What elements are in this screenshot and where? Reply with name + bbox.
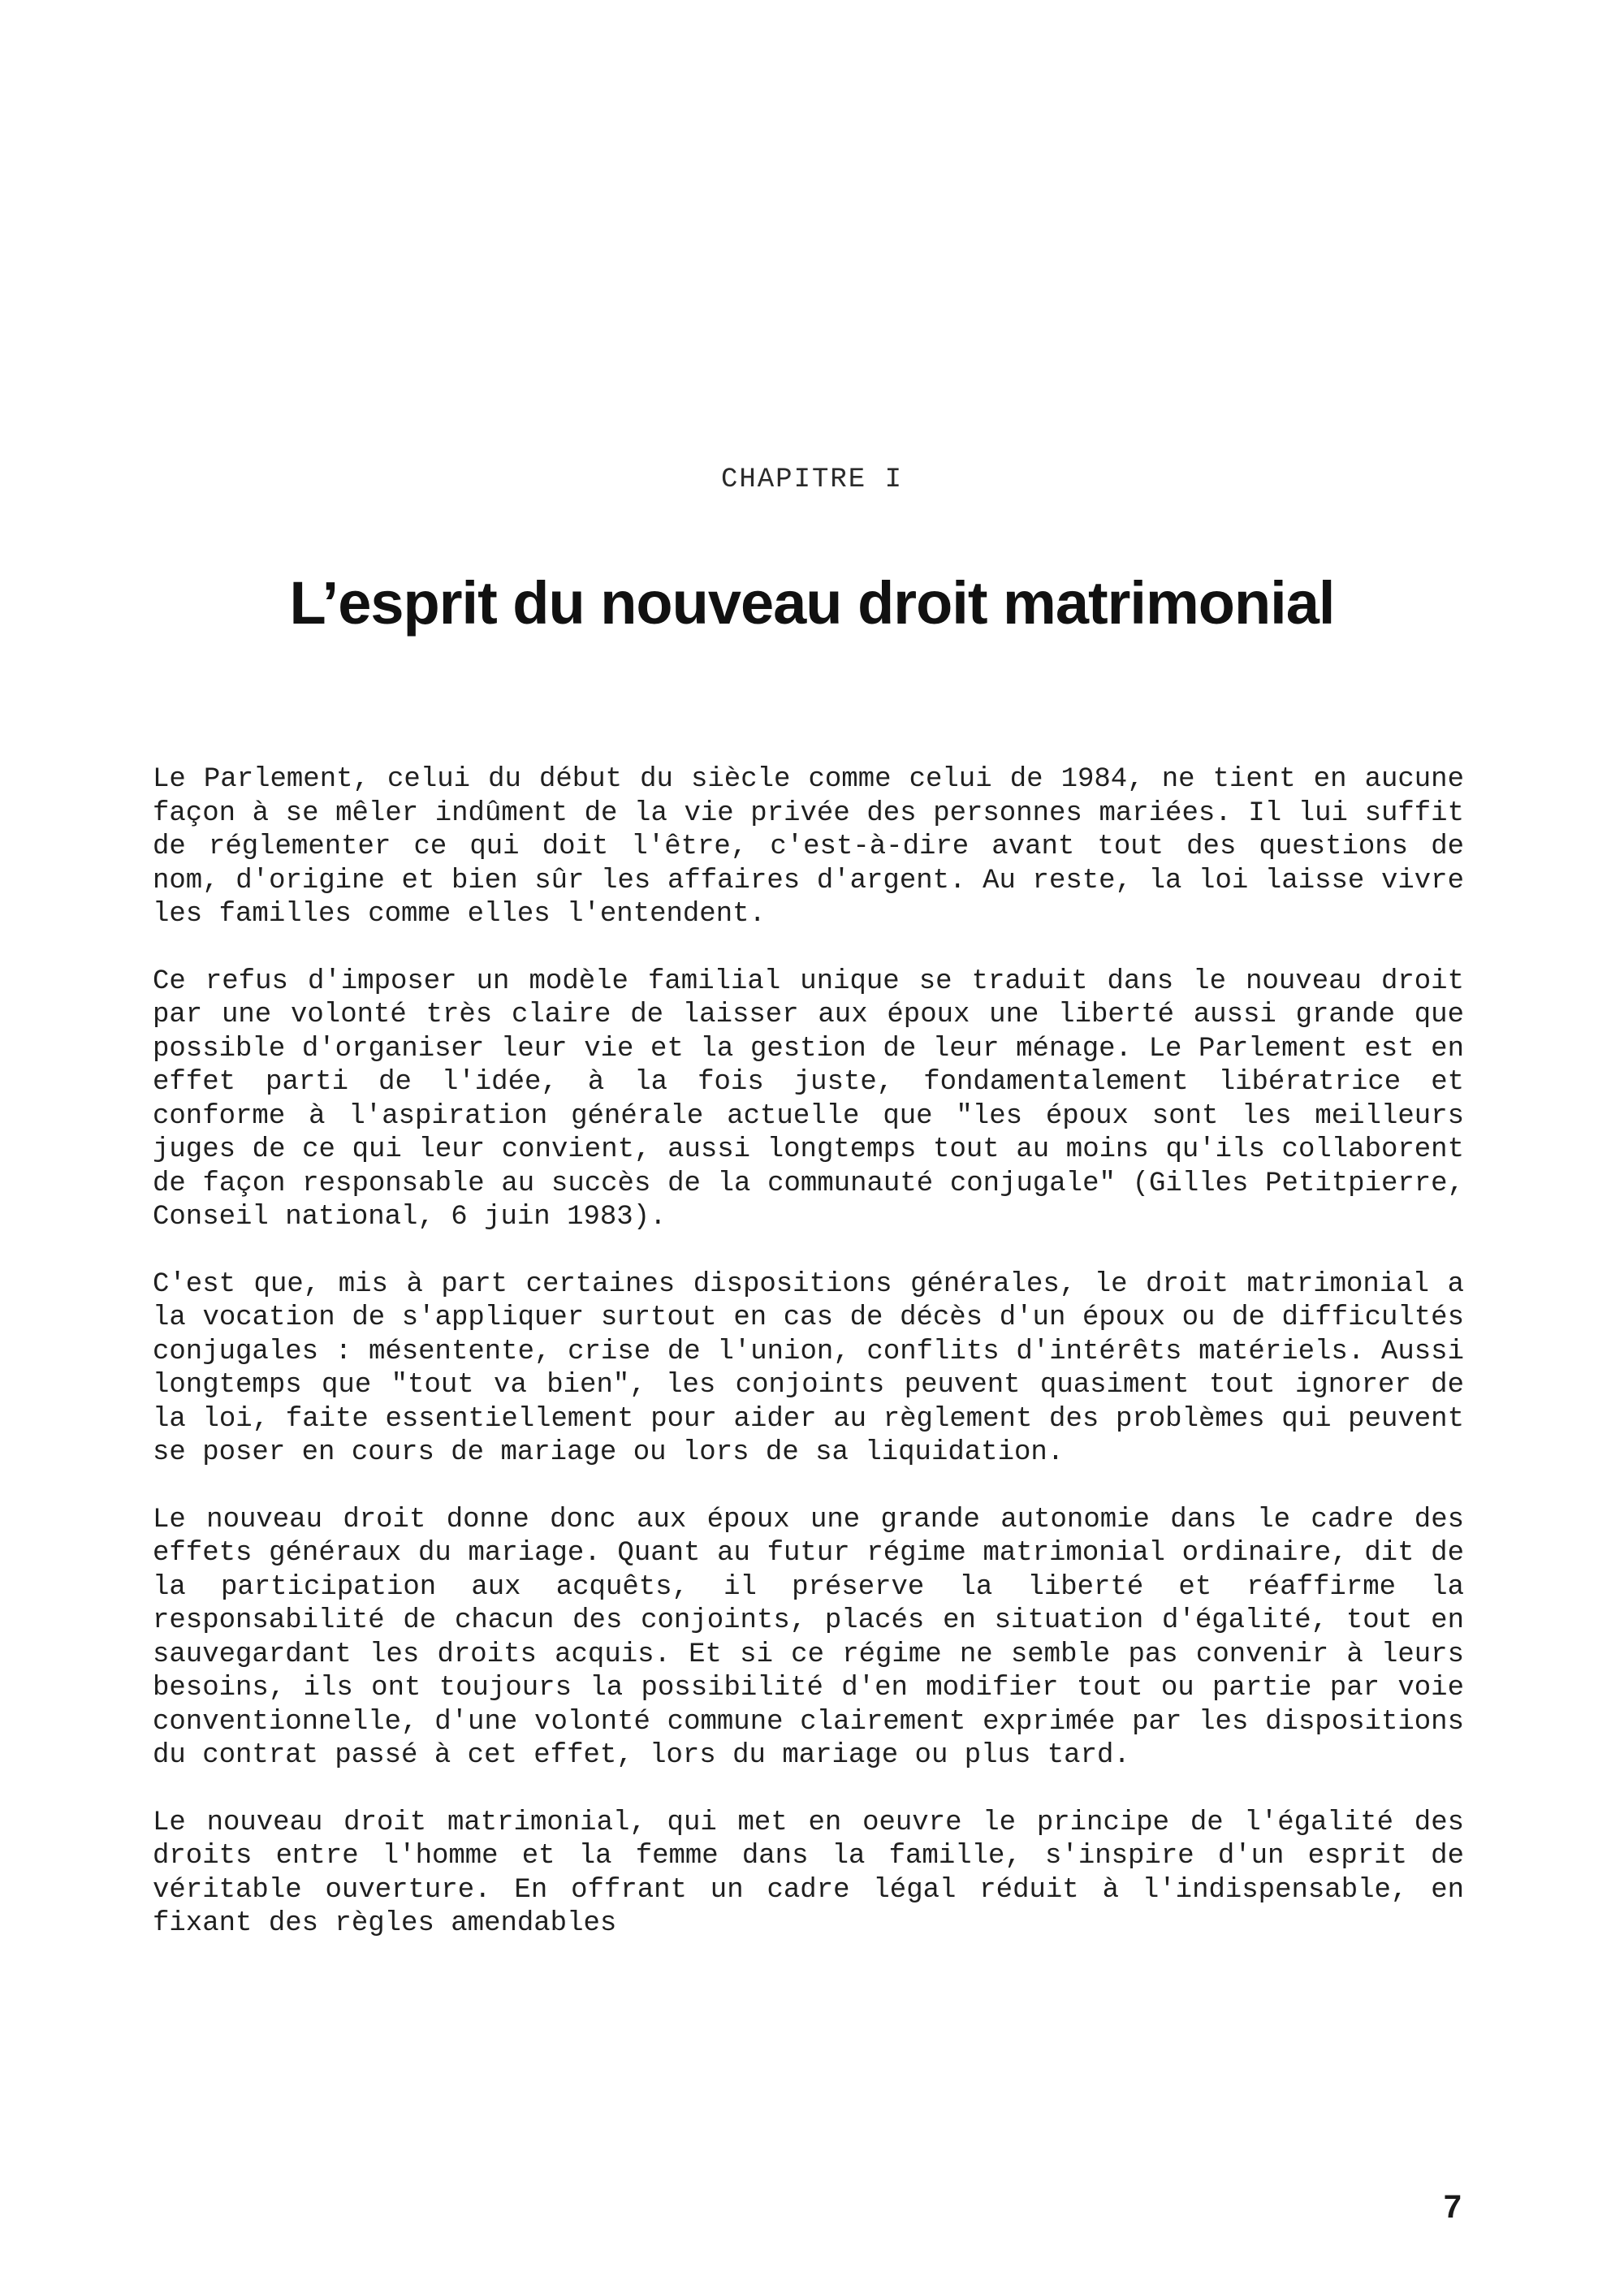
paragraph-5: Le nouveau droit matrimonial, qui met en oeuvre le principe de l'égalité des droits entre l'homme et la femme dans la famille, s'inspire d'un esprit de véritable ouverture. En offrant un cadre légal réduit à l'indispensable, en fixant des règles amendables [153, 1807, 1464, 1939]
page-number: 7 [1443, 2189, 1462, 2225]
chapter-title: L’esprit du nouveau droit matrimonial [289, 569, 1335, 637]
paragraph-4: Le nouveau droit donne donc aux époux une grande autonomie dans le cadre des effets généraux du mariage. Quant au futur régime matrimonial ordinaire, dit de la participation aux acquêts, il préserve la liberté et réaffirme la responsabilité de chacun des conjoints, placés en situation d'égalité, tout en sauvegardant les droits acquis. Et si ce régime ne semble pas convenir à leurs besoins, ils ont toujours la possibilité d'en modifier tout ou partie par voie conventionnelle, d'une volonté commune clairement exprimée par les dispositions du contrat passé à cet effet, lors du mariage ou plus tard. [153, 1504, 1464, 1771]
paragraph-3: C'est que, mis à part certaines dispositions générales, le droit matrimonial a la vocation de s'appliquer surtout en cas de décès d'un époux ou de difficultés conjugales : mésentente, crise de l'union, conflits d'intérêts matériels. Aussi longtemps que "tout va bien", les conjoints peuvent quasiment tout ignorer de la loi, faite essentiellement pour aider au règlement des problèmes qui peuvent se poser en cours de mariage ou lors de sa liquidation. [153, 1268, 1464, 1468]
body-text [153, 763, 1464, 1975]
paragraph-2: Ce refus d'imposer un modèle familial unique se traduit dans le nouveau droit par une volonté très claire de laisser aux époux une liberté aussi grande que possible d'organiser leur vie et la gestion de leur ménage. Le Parlement est en effet parti de l'idée, à la fois juste, fondamentalement libératrice et conforme à l'aspiration générale actuelle que "les époux sont les meilleurs juges de ce qui leur convient, aussi longtemps tout au moins qu'ils collaborent de façon responsable au succès de la communauté conjugale" (Gilles Petitpierre, Conseil national, 6 juin 1983). [153, 965, 1464, 1233]
paragraph-1: Le Parlement, celui du début du siècle comme celui de 1984, ne tient en aucune façon à se mêler indûment de la vie privée des personnes mariées. Il lui suffit de réglementer ce qui doit l'être, c'est-à-dire avant tout des questions de nom, d'origine et bien sûr les affaires d'argent. Au reste, la loi laisse vivre les familles comme elles l'entendent. [153, 764, 1464, 930]
chapter-label: CHAPITRE I [720, 464, 904, 495]
